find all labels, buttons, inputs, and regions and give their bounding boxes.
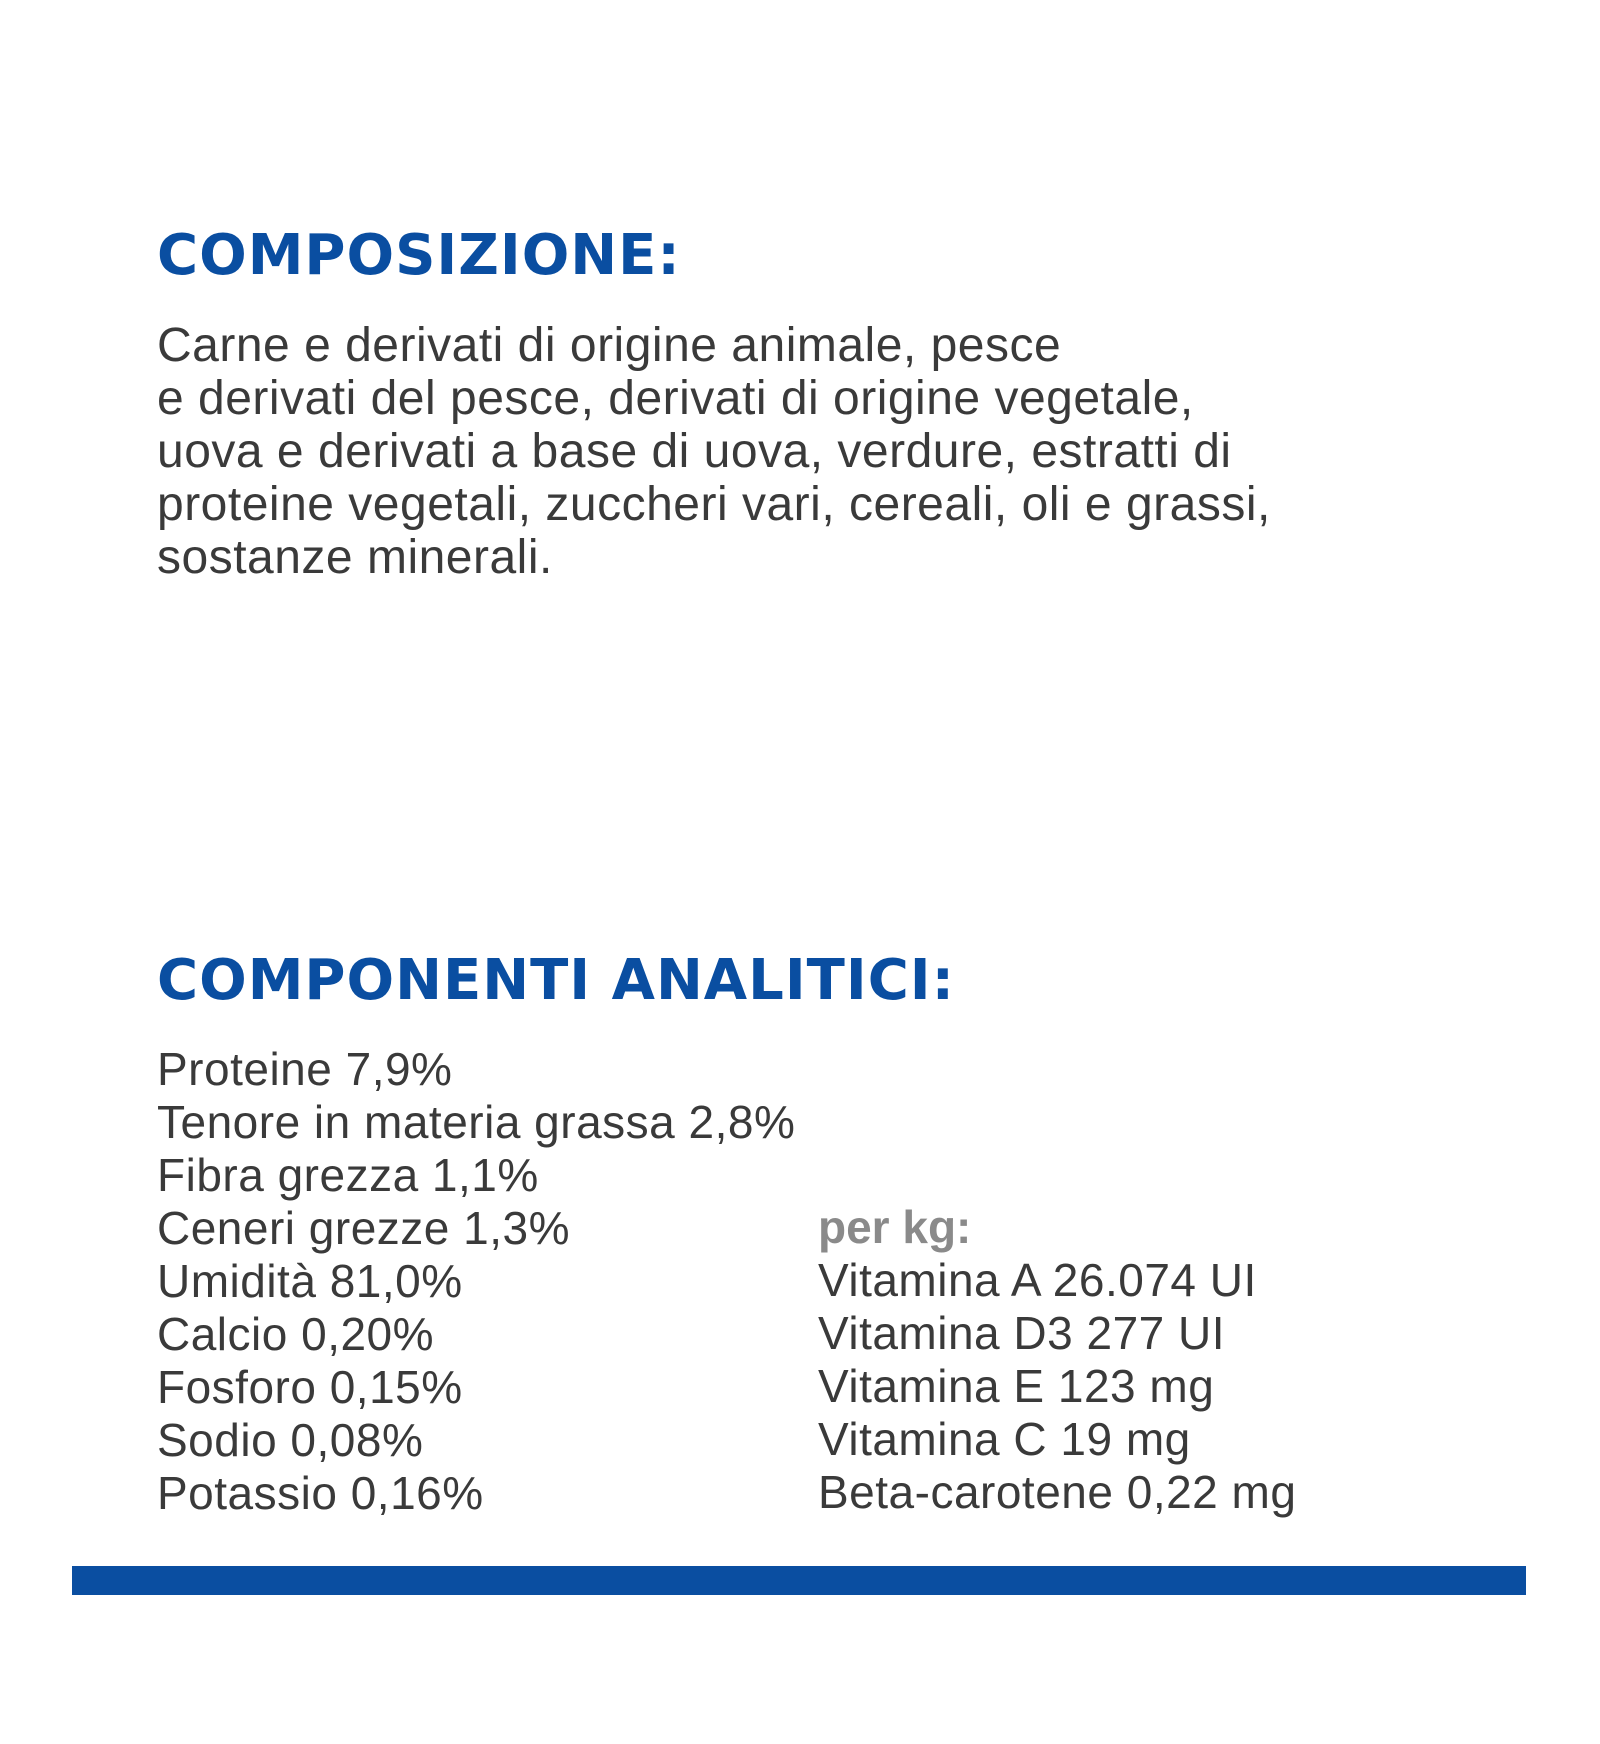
bottom-accent-bar bbox=[72, 1566, 1526, 1595]
composition-line: sostanze minerali. bbox=[157, 531, 553, 584]
analytic-item-phosphorus: Fosforo 0,15% bbox=[157, 1361, 463, 1413]
analytic-item-fiber: Fibra grezza 1,1% bbox=[157, 1149, 539, 1201]
per-kg-item-vitamin-e: Vitamina E 123 mg bbox=[818, 1360, 1215, 1412]
per-kg-list bbox=[818, 1254, 1296, 1519]
analytic-components-heading: COMPONENTI ANALITICI: bbox=[157, 948, 956, 1013]
per-kg-title: per kg: bbox=[818, 1201, 972, 1253]
analytic-item-ash: Ceneri grezze 1,3% bbox=[157, 1202, 570, 1254]
analytic-item-fat: Tenore in materia grassa 2,8% bbox=[157, 1096, 796, 1148]
analytic-components-list bbox=[157, 1043, 795, 1520]
analytic-item-calcium: Calcio 0,20% bbox=[157, 1308, 435, 1360]
per-kg-item-vitamin-d3: Vitamina D3 277 UI bbox=[818, 1307, 1226, 1359]
per-kg-item-vitamin-a: Vitamina A 26.074 UI bbox=[818, 1254, 1257, 1306]
per-kg-item-beta-carotene: Beta-carotene 0,22 mg bbox=[818, 1466, 1297, 1518]
per-kg-section bbox=[818, 1201, 1296, 1519]
composition-heading: COMPOSIZIONE: bbox=[157, 223, 681, 288]
analytic-item-protein: Proteine 7,9% bbox=[157, 1043, 453, 1095]
composition-line: proteine vegetali, zuccheri vari, cereali, oli e grassi, bbox=[157, 478, 1271, 531]
composition-line: Carne e derivati di origine animale, pesce bbox=[157, 319, 1062, 372]
composition-line: uova e derivati a base di uova, verdure, estratti di bbox=[157, 425, 1232, 478]
per-kg-item-vitamin-c: Vitamina C 19 mg bbox=[818, 1413, 1191, 1465]
composition-line: e derivati del pesce, derivati di origine vegetale, bbox=[157, 372, 1194, 425]
analytic-item-potassium: Potassio 0,16% bbox=[157, 1467, 484, 1519]
analytic-item-sodium: Sodio 0,08% bbox=[157, 1414, 424, 1466]
analytic-item-moisture: Umidità 81,0% bbox=[157, 1255, 463, 1307]
composition-text bbox=[157, 319, 1477, 584]
